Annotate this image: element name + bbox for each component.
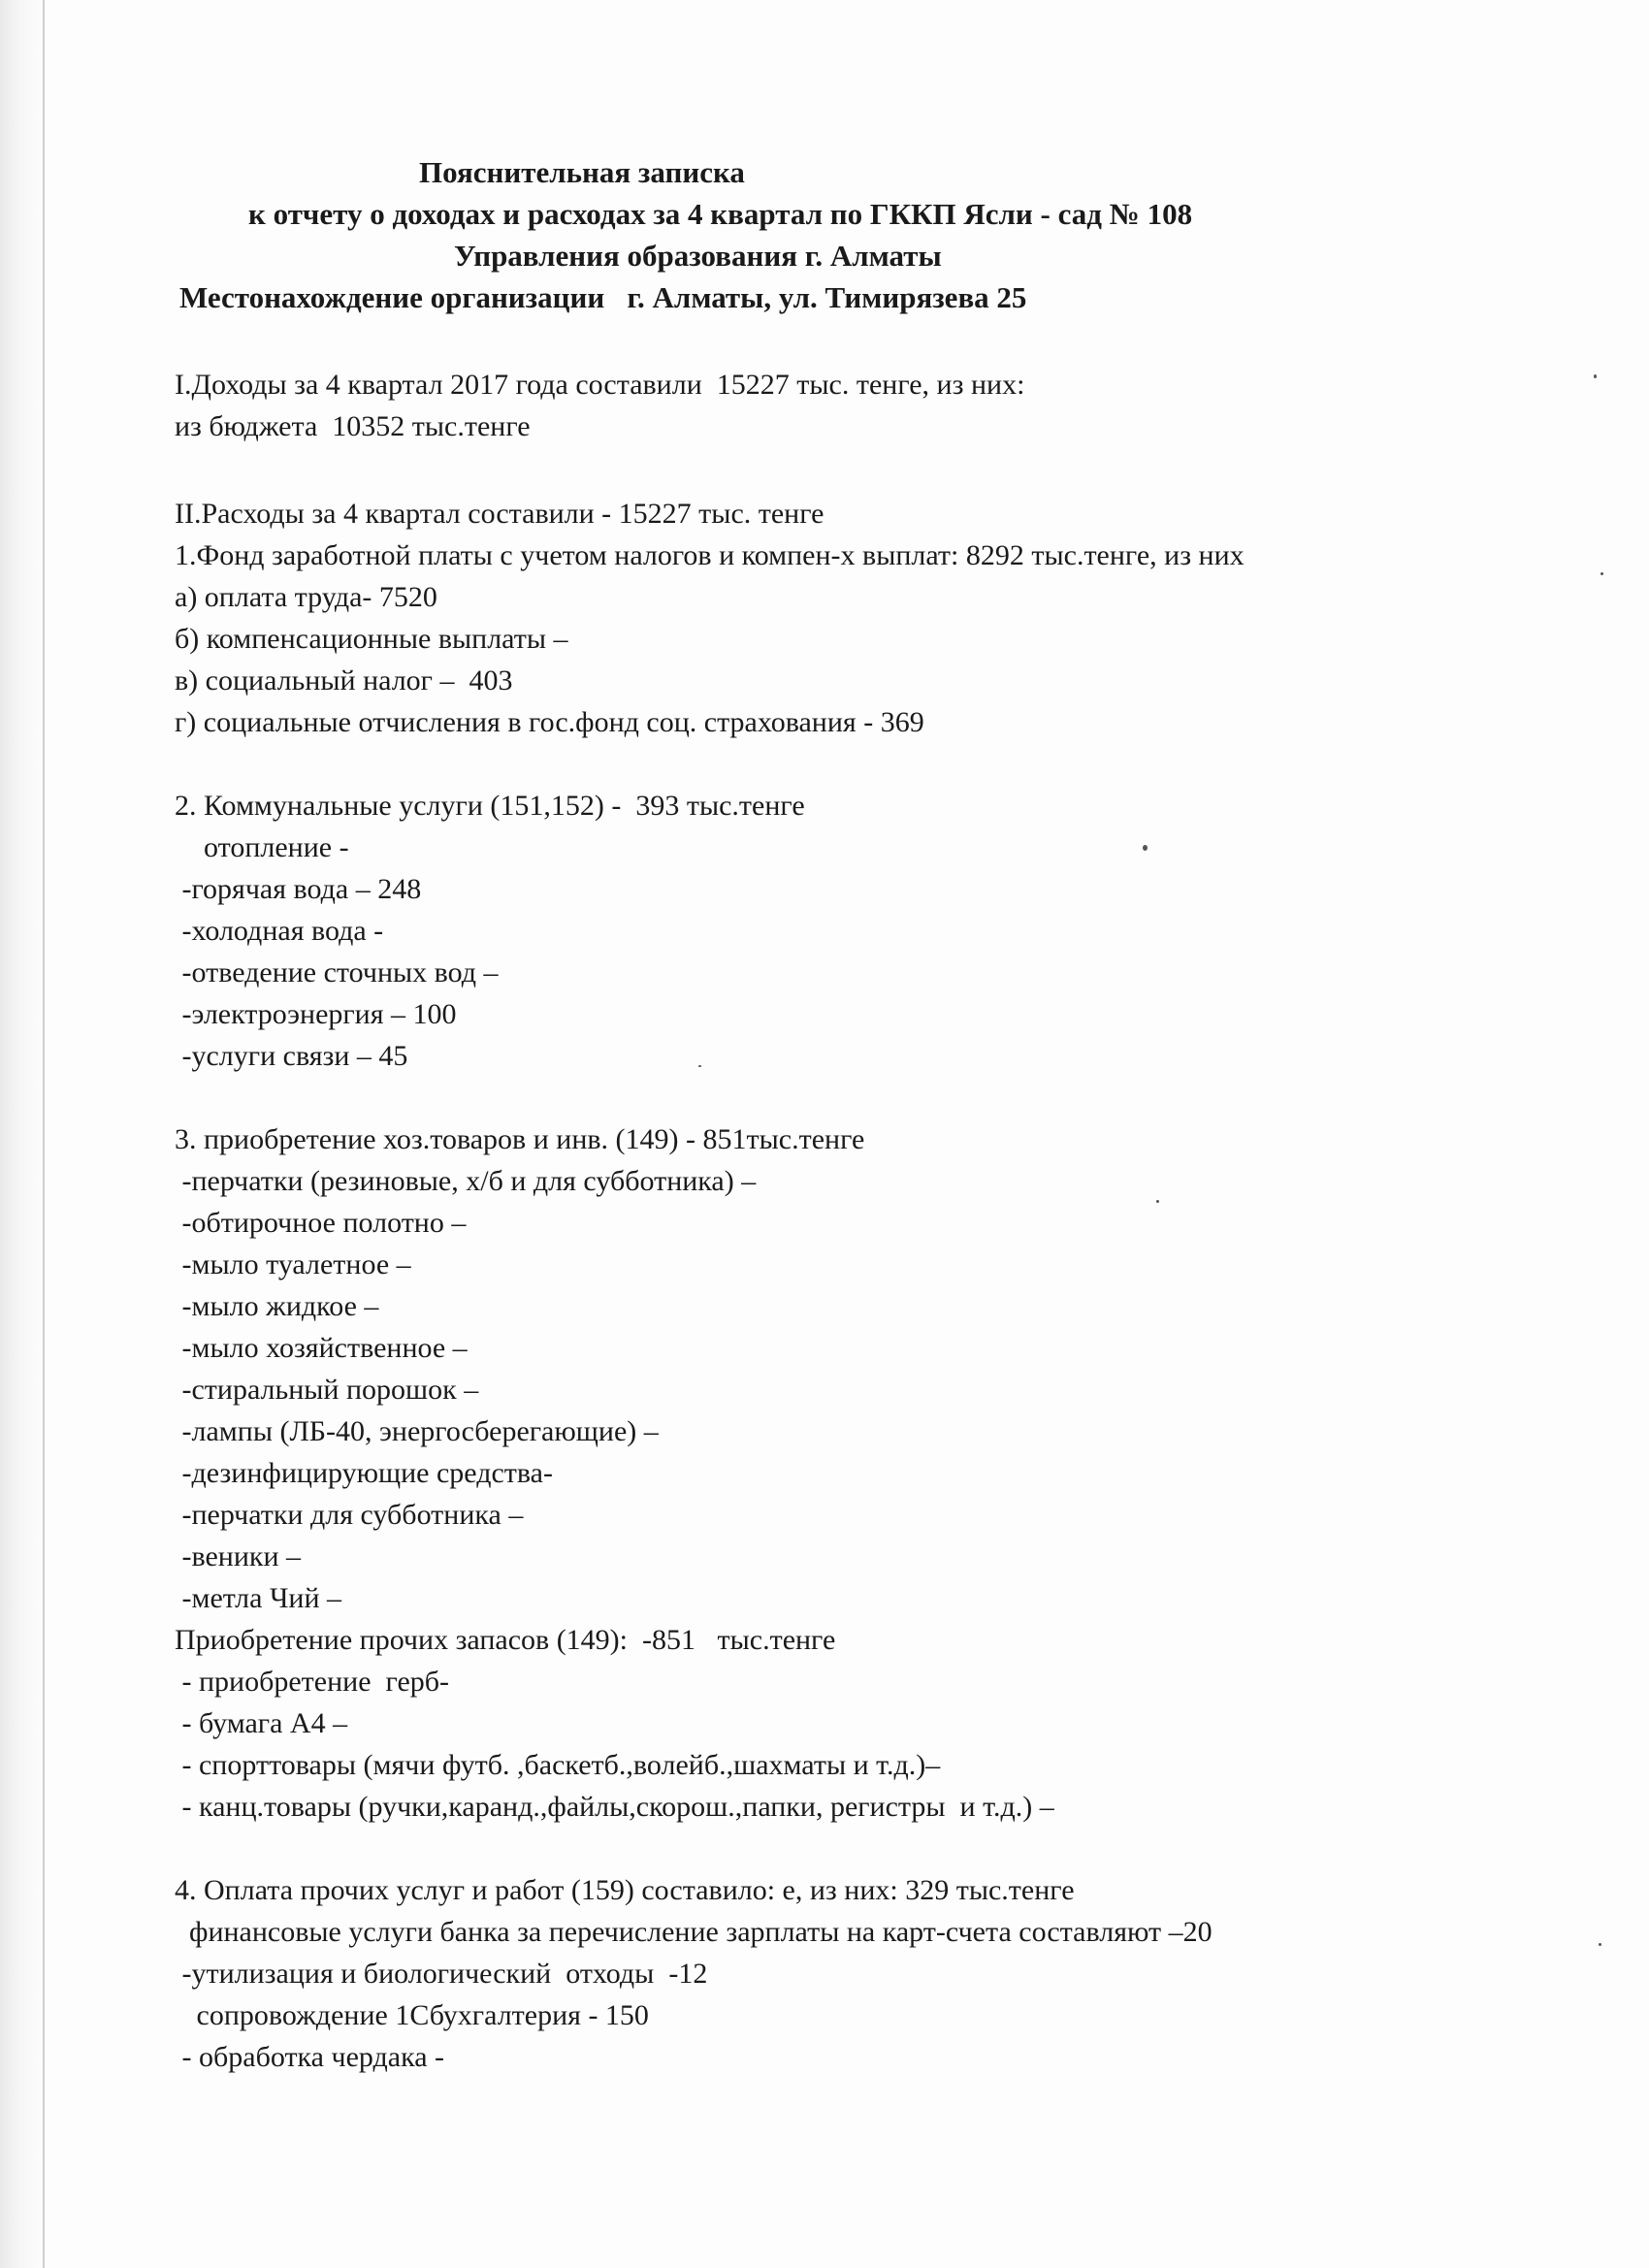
document-subtitle: к отчету о доходах и расходах за 4 квартал по ГККП Ясли - сад № 108 xyxy=(248,197,1193,231)
supplies-item: -мыло хозяйственное – xyxy=(175,1332,468,1364)
scan-speck xyxy=(1594,374,1597,378)
utilities-title: 2. Коммунальные услуги (151,152) - 393 тыс.тенге xyxy=(175,790,805,822)
scan-fold-line xyxy=(43,0,45,2268)
supplies-item: -мыло жидкое – xyxy=(175,1290,379,1322)
document-title: Пояснительная записка xyxy=(419,155,745,189)
utilities-item: -холодная вода - xyxy=(175,915,384,947)
other-supplies-title: Приобретение прочих запасов (149): -851 тыс.тенге xyxy=(175,1624,836,1656)
utilities-item: отопление - xyxy=(175,831,349,863)
other-supplies-item: - бумага А4 – xyxy=(175,1707,348,1739)
services-title: 4. Оплата прочих услуг и работ (159) составило: е, из них: 329 тыс.тенге xyxy=(175,1874,1075,1906)
salary-item: г) социальные отчисления в гос.фонд соц. страхования - 369 xyxy=(175,706,924,738)
supplies-item: -метла Чий – xyxy=(175,1582,342,1614)
supplies-item: -обтирочное полотно – xyxy=(175,1207,467,1239)
supplies-item: -перчатки (резиновые, х/б и для субботника) – xyxy=(175,1165,757,1197)
services-item: финансовые услуги банка за перечисление зарплаты на карт-счета составляют –20 xyxy=(175,1916,1212,1948)
department-line: Управления образования г. Алматы xyxy=(454,239,942,273)
supplies-item: -лампы (ЛБ-40, энергосберегающие) – xyxy=(175,1415,659,1447)
scan-speck xyxy=(1600,572,1603,575)
income-line-1: I.Доходы за 4 квартал 2017 года составили 15227 тыс. тенге, из них: xyxy=(175,369,1025,401)
salary-item: в) социальный налог – 403 xyxy=(175,664,513,697)
services-item: - обработка чердака - xyxy=(175,2041,444,2073)
supplies-item: -дезинфицирующие средства- xyxy=(175,1457,553,1489)
supplies-item: -перчатки для субботника – xyxy=(175,1499,524,1531)
salary-item: б) компенсационные выплаты – xyxy=(175,623,568,655)
other-supplies-item: - приобретение герб- xyxy=(175,1666,450,1698)
utilities-item: -горячая вода – 248 xyxy=(175,873,422,905)
utilities-item: -отведение сточных вод – xyxy=(175,956,499,988)
scan-speck xyxy=(698,1065,701,1067)
supplies-item: -мыло туалетное – xyxy=(175,1248,411,1280)
scan-speck xyxy=(1156,1200,1159,1203)
income-line-2: из бюджета 10352 тыс.тенге xyxy=(175,410,531,442)
services-item: -утилизация и биологический отходы -12 xyxy=(175,1958,708,1990)
expenses-total: II.Расходы за 4 квартал составили - 15227 тыс. тенге xyxy=(175,498,824,530)
other-supplies-item: - канц.товары (ручки,каранд.,файлы,скорош.,папки, регистры и т.д.) – xyxy=(175,1791,1054,1823)
salary-title: 1.Фонд заработной платы с учетом налогов и компен-х выплат: 8292 тыс.тенге, из них xyxy=(175,539,1245,571)
location-line: Местонахождение организации г. Алматы, ул. Тимирязева 25 xyxy=(179,280,1027,314)
utilities-item: -услуги связи – 45 xyxy=(175,1040,408,1072)
scan-speck xyxy=(1599,1943,1601,1946)
supplies-item: -стиральный порошок – xyxy=(175,1374,479,1406)
supplies-title: 3. приобретение хоз.товаров и инв. (149) - 851тыс.тенге xyxy=(175,1123,865,1155)
services-item: сопровождение 1Сбухгалтерия - 150 xyxy=(175,1999,649,2031)
scan-edge xyxy=(0,0,45,2268)
utilities-item: -электроэнергия – 100 xyxy=(175,998,457,1030)
scan-speck xyxy=(1143,845,1148,851)
supplies-item: -веники – xyxy=(175,1540,302,1572)
salary-item: а) оплата труда- 7520 xyxy=(175,581,437,613)
other-supplies-item: - спорттовары (мячи футб. ,баскетб.,волейб.,шахматы и т.д.)– xyxy=(175,1749,941,1781)
